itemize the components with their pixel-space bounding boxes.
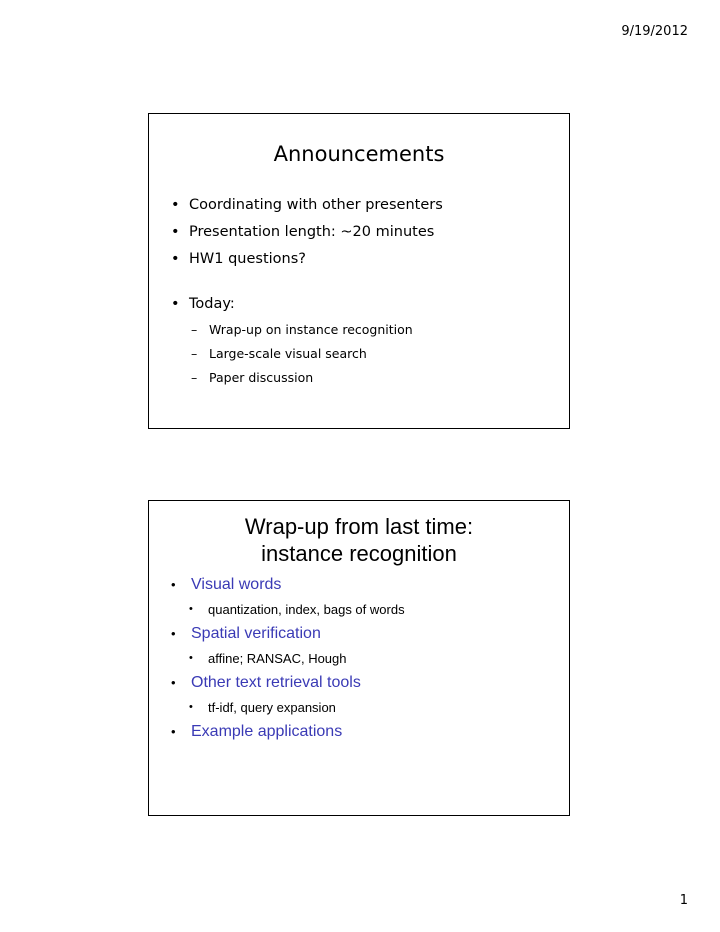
slide-title: Announcements: [273, 142, 445, 166]
sub-bullet-item: – Wrap-up on instance recognition: [169, 318, 559, 342]
bullet-item-today: • Today:: [169, 291, 559, 318]
bullet-item-example-applications: • Example applications: [169, 720, 559, 744]
bullet-item: • Coordinating with other presenters: [169, 192, 559, 219]
sub-bullet-item: • tf-idf, query expansion: [169, 695, 559, 720]
sub-bullet-item: – Large-scale visual search: [169, 342, 559, 366]
sub-bullet-item: • affine; RANSAC, Hough: [169, 646, 559, 671]
bullet-item: • HW1 questions?: [169, 246, 559, 273]
bullet-list: [169, 573, 559, 744]
slide-wrap-up: [148, 500, 570, 816]
slide-title-line-1: Wrap-up from last time:: [244, 514, 474, 539]
sub-bullet-item: – Paper discussion: [169, 366, 559, 390]
bullet-item-visual-words: • Visual words: [169, 573, 559, 597]
sub-bullet-item: • quantization, index, bags of words: [169, 597, 559, 622]
today-sublist: [169, 318, 559, 390]
slide-title: [149, 513, 569, 567]
bullet-list: [169, 192, 559, 390]
bullet-item-spatial-verification: • Spatial verification: [169, 622, 559, 646]
slide-announcements: [148, 113, 570, 429]
bullet-item: • Presentation length: ~20 minutes: [169, 219, 559, 246]
bullet-item-text-retrieval-tools: • Other text retrieval tools: [169, 671, 559, 695]
header-date: 9/19/2012: [621, 24, 688, 39]
list-spacer: [169, 273, 559, 291]
page-number: 1: [679, 893, 688, 908]
today-sublist-wrapper: [169, 318, 559, 390]
slide-title-line-2: instance recognition: [261, 541, 457, 566]
